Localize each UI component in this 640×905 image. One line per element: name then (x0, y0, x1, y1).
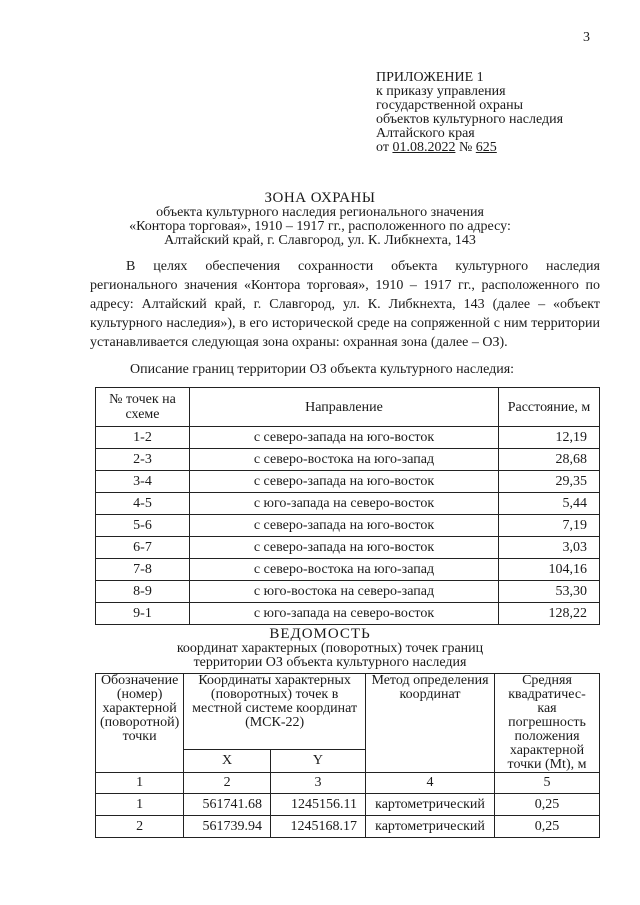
table-row (96, 471, 600, 493)
table-row (96, 794, 600, 816)
zone-title: ЗОНА ОХРАНЫ (264, 190, 376, 206)
x-cell: 561739.94 (184, 816, 271, 838)
appendix-line: объектов культурного наследия (376, 112, 564, 127)
direction-cell: с юго-запада на северо-восток (190, 603, 499, 625)
distance-cell: 5,44 (499, 493, 600, 515)
appendix-title: ПРИЛОЖЕНИЕ 1 (376, 70, 484, 85)
table-row (96, 581, 600, 603)
direction-cell: с северо-запада на юго-восток (190, 537, 499, 559)
appendix-line: Алтайского края (376, 126, 475, 141)
table-header-row (96, 674, 600, 750)
column-number: 5 (495, 773, 600, 794)
distance-cell: 104,16 (499, 559, 600, 581)
direction-cell: с северо-востока на юго-запад (190, 559, 499, 581)
zone-subtitle-line: объекта культурного наследия регионального значения (156, 205, 484, 220)
table1-caption: Описание границ территории ОЗ объекта культурного наследия: (130, 362, 515, 377)
direction-cell: с северо-востока на юго-запад (190, 449, 499, 471)
coordinates-table (95, 673, 600, 838)
header-point: Обозначение (номер) характерной (поворотной) точки (96, 674, 184, 773)
body-paragraph: В целях обеспечения сохранности объекта культурного наследия регионального значения «Контора торговая», 1910 – 1917 гг., расположенного по адресу: Алтайский край, г. Славгород, ул. К. Либкнехта, 143 (далее – «объект культурного наследия»), в его исторической среде на сопряженной с ним территории устанавливается следующая зона охраны: охранная зона (далее – ОЗ). (90, 259, 600, 350)
point-cell: 1-2 (96, 427, 190, 449)
boundary-table (95, 387, 600, 625)
header-coordinates: Координаты характерных (поворотных) точек в местной системе координат (МСК-22) (184, 674, 366, 750)
header-points: № точек на схеме (96, 388, 190, 427)
header-method: Метод определения координат (366, 674, 495, 773)
vedomost-subtitle-line: координат характерных (поворотных) точек границ (176, 641, 484, 656)
direction-cell: с юго-запада на северо-восток (190, 493, 499, 515)
table-row (96, 537, 600, 559)
distance-cell: 3,03 (499, 537, 600, 559)
table-row (96, 427, 600, 449)
point-cell: 8-9 (96, 581, 190, 603)
direction-cell: с северо-запада на юго-восток (190, 515, 499, 537)
header-distance: Расстояние, м (499, 388, 600, 427)
header-y: Y (270, 750, 365, 773)
table-row (96, 603, 600, 625)
direction-cell: с северо-запада на юго-восток (190, 427, 499, 449)
distance-cell: 12,19 (499, 427, 600, 449)
distance-cell: 28,68 (499, 449, 600, 471)
y-cell: 1245156.11 (270, 794, 365, 816)
distance-cell: 53,30 (499, 581, 600, 603)
header-error: Средняя квадратичес-кая погрешность положения характерной точки (Mt), м (495, 674, 600, 773)
direction-cell: с юго-востока на северо-запад (190, 581, 499, 603)
column-number: 1 (96, 773, 184, 794)
table-row (96, 559, 600, 581)
x-cell: 561741.68 (184, 794, 271, 816)
distance-cell: 7,19 (499, 515, 600, 537)
appendix-line: государственной охраны (376, 98, 524, 113)
direction-cell: с северо-запада на юго-восток (190, 471, 499, 493)
table-row (96, 493, 600, 515)
point-cell: 7-8 (96, 559, 190, 581)
table-row (96, 816, 600, 838)
column-number: 4 (366, 773, 495, 794)
point-cell: 4-5 (96, 493, 190, 515)
header-x: X (184, 750, 271, 773)
vedomost-subtitle (160, 642, 500, 670)
vedomost-subtitle-line: территории ОЗ объекта культурного наследия (193, 655, 467, 670)
date-prefix: от (376, 140, 389, 155)
appendix-date-line (376, 141, 563, 155)
column-number: 2 (184, 773, 271, 794)
error-cell: 0,25 (495, 794, 600, 816)
column-number: 3 (270, 773, 365, 794)
vedomost-title: ВЕДОМОСТЬ (269, 626, 371, 642)
table-header-row (96, 388, 600, 427)
order-date: 01.08.2022 (392, 140, 456, 155)
table-row (96, 449, 600, 471)
table-row (96, 515, 600, 537)
zone-subtitle (90, 206, 550, 248)
zone-subtitle-line: «Контора торговая», 1910 – 1917 гг., расположенного по адресу: (129, 219, 511, 234)
method-cell: картометрический (366, 794, 495, 816)
header-direction: Направление (190, 388, 499, 427)
point-cell: 9-1 (96, 603, 190, 625)
point-cell: 6-7 (96, 537, 190, 559)
page-number: 3 (583, 30, 590, 45)
distance-cell: 29,35 (499, 471, 600, 493)
point-cell: 3-4 (96, 471, 190, 493)
distance-cell: 128,22 (499, 603, 600, 625)
y-cell: 1245168.17 (270, 816, 365, 838)
appendix-line: к приказу управления (376, 84, 506, 99)
point-cell: 1 (96, 794, 184, 816)
method-cell: картометрический (366, 816, 495, 838)
error-cell: 0,25 (495, 816, 600, 838)
appendix-block (376, 71, 563, 155)
point-cell: 5-6 (96, 515, 190, 537)
number-sign: № (458, 140, 473, 155)
column-number-row (96, 773, 600, 794)
point-cell: 2-3 (96, 449, 190, 471)
point-cell: 2 (96, 816, 184, 838)
order-number: 625 (475, 140, 497, 155)
zone-subtitle-line: Алтайский край, г. Славгород, ул. К. Либкнехта, 143 (164, 233, 476, 248)
